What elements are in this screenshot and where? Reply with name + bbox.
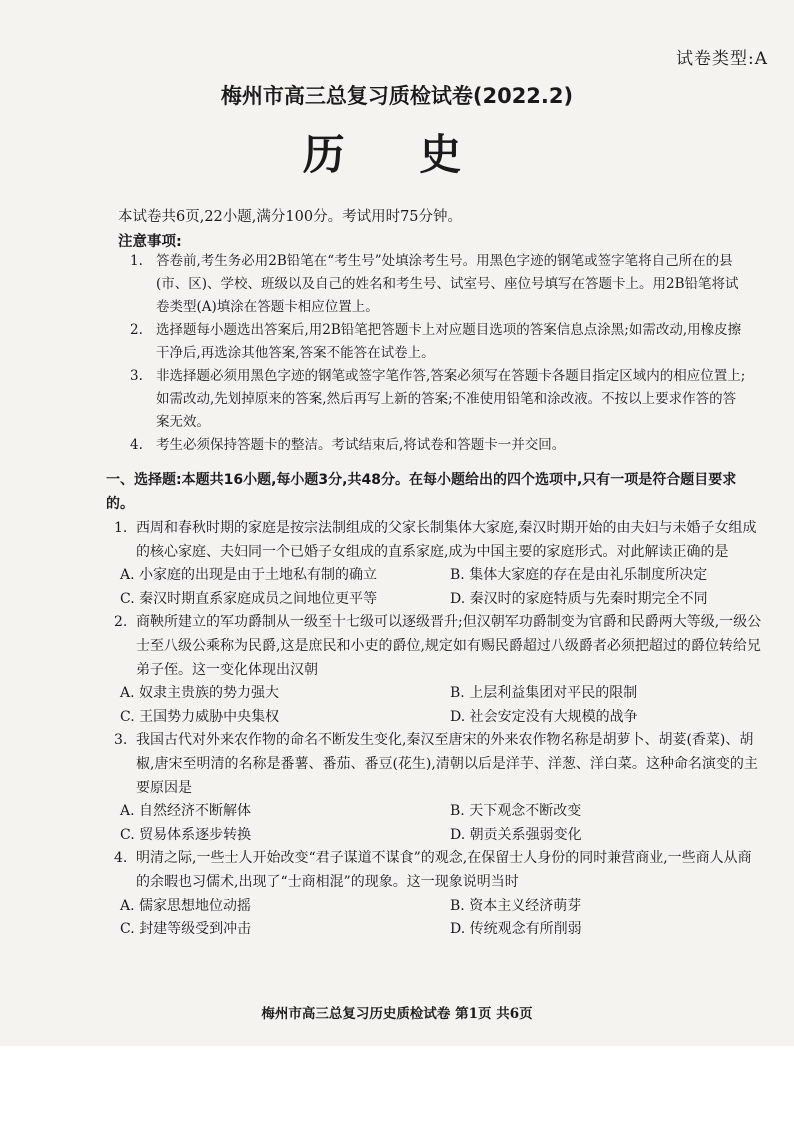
option-c: C. 秦汉时期直系家庭成员之间地位更平等 xyxy=(120,590,378,607)
question-4 xyxy=(114,847,764,941)
option-c: C. 王国势力威胁中央集权 xyxy=(120,708,280,725)
paper-type-label: 试卷类型:A xyxy=(675,49,768,69)
notice-text: 考生必须保持答题卡的整洁。考试结束后,将试卷和答题卡一并交回。 xyxy=(156,437,566,453)
exam-title: 梅州市高三总复习质检试卷(2022.2) xyxy=(220,84,574,108)
question-stem: 明清之际,一些士人开始改变“君子谋道不谋食”的观念,在保留士人身份的同时兼营商业,一些商人从商的余暇也习儒术,出现了“士商相混”的现象。这一现象说明当时 xyxy=(136,850,752,890)
question-stem: 我国古代对外来农作物的命名不断发生变化,秦汉至唐宋的外来农作物名称是胡萝卜、胡荽(香菜)、胡椒,唐宋至明清的名称是番薯、番茄、番豆(花生),清朝以后是洋芋、洋葱、洋白菜。这种命名演变的主要原因是 xyxy=(136,732,758,796)
question-stem: 西周和春秋时期的家庭是按宗法制组成的父家长制集体大家庭,秦汉时期开始的由夫妇与未婚子女组成的核心家庭、夫妇同一个已婚子女组成的直系家庭,成为中国主要的家庭形式。对此解读正确的是 xyxy=(136,520,757,560)
option-a: A. 儒家思想地位动摇 xyxy=(120,897,252,914)
question-number: 4. xyxy=(114,850,128,867)
option-b: B. 资本主义经济萌芽 xyxy=(450,897,582,914)
option-d: D. 朝贡关系强弱变化 xyxy=(450,826,582,843)
notice-text: 非选择题必须用黑色字迹的钢笔或签字笔作答,答案必须写在答题卡各题目指定区域内的相应位置上;如需改动,先划掉原来的答案,然后再写上新的答案;不准使用铅笔和涂改液。不按以上要求作答的答案无效。 xyxy=(156,368,746,430)
notice-number: 2. xyxy=(130,322,143,338)
notice-text: 答卷前,考生务必用2B铅笔在“考生号”处填涂考生号。用黑色字迹的钢笔或签字笔将自己所在的县(市、区)、学校、班级以及自己的姓名和考生号、试室号、座位号填写在答题卡上。用2B铅笔将试卷类型(A)填涂在答题卡相应位置上。 xyxy=(156,253,739,315)
notice-text: 选择题每小题选出答案后,用2B铅笔把答题卡上对应题目选项的答案信息点涂黑;如需改动,用橡皮擦干净后,再选涂其他答案,答案不能答在试卷上。 xyxy=(156,322,742,361)
notice-title: 注意事项: xyxy=(118,234,182,250)
question-list xyxy=(114,517,764,942)
question-2 xyxy=(114,611,764,729)
notice-number: 4. xyxy=(130,437,143,453)
question-number: 1. xyxy=(114,520,128,536)
option-c: C. 封建等级受到冲击 xyxy=(120,921,252,938)
option-b: B. 集体大家庭的存在是由礼乐制度所决定 xyxy=(450,567,708,584)
subject-title: 历 史 xyxy=(302,130,492,179)
question-1 xyxy=(114,517,764,611)
option-d: D. 传统观念有所削弱 xyxy=(450,921,582,938)
blank-scan-margin xyxy=(0,1046,794,1124)
option-c: C. 贸易体系逐步转换 xyxy=(120,826,252,843)
section-heading: 一、选择题:本题共16小题,每小题3分,共48分。在每小题给出的四个选项中,只有一项是符合题目要求的。 xyxy=(106,472,737,512)
option-b: B. 天下观念不断改变 xyxy=(450,803,582,820)
option-d: D. 秦汉时的家庭特质与先秦时期完全不同 xyxy=(450,590,708,607)
page-footer: 梅州市高三总复习历史质检试卷 第1页 共6页 xyxy=(261,1006,533,1022)
notice-item xyxy=(118,365,748,434)
notice-list xyxy=(118,250,748,457)
question-3 xyxy=(114,729,764,847)
notice-number: 3. xyxy=(130,368,143,384)
option-a: A. 小家庭的出现是由于土地私有制的确立 xyxy=(120,567,378,584)
option-b: B. 上层利益集团对平民的限制 xyxy=(450,685,638,702)
option-a: A. 自然经济不断解体 xyxy=(120,803,252,820)
notice-item xyxy=(118,250,748,319)
notice-number: 1. xyxy=(130,253,143,269)
question-number: 3. xyxy=(114,732,128,749)
question-number: 2. xyxy=(114,614,128,631)
notice-item xyxy=(118,319,748,365)
notice-item xyxy=(118,434,748,457)
exam-intro: 本试卷共6页,22小题,满分100分。考试用时75分钟。 xyxy=(118,209,463,225)
option-a: A. 奴隶主贵族的势力强大 xyxy=(120,685,280,702)
question-stem: 商鞅所建立的军功爵制从一级至十七级可以逐级晋升;但汉朝军功爵制变为官爵和民爵两大等级,一级公士至八级公乘称为民爵,这是庶民和小吏的爵位,规定如有赐民爵超过八级爵者必须把超过的爵位转给兄弟子侄。这一变化体现出汉朝 xyxy=(136,614,762,678)
option-d: D. 社会安定没有大规模的战争 xyxy=(450,708,638,725)
